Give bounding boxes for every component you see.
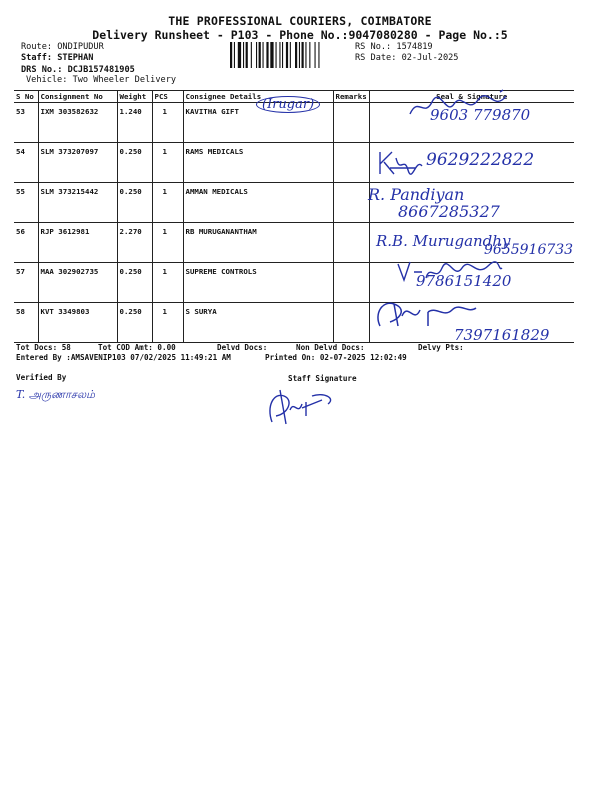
non-delivered-docs: Non Delvd Docs: <box>296 343 365 352</box>
verified-by-label: Verified By <box>16 373 67 382</box>
cell-pcs: 1 <box>152 103 183 143</box>
rs-number: RS No.: 1574819 <box>355 42 433 52</box>
cell-sno: 56 <box>14 223 38 263</box>
cell-consignee: RB MURUGANANTHAM <box>183 223 333 263</box>
entered-by: Entered By :AMSAVENIP103 07/02/2025 11:49:21 AM <box>16 353 231 362</box>
staff-label: Staff: STEPHAN <box>21 53 94 63</box>
delivery-points: Delvy Pts: <box>418 343 464 352</box>
handwritten-phone-row55: 8667285327 <box>398 202 500 221</box>
handwritten-phone-row56: 9655916733 <box>484 242 574 258</box>
vehicle-label: Vehicle: Two Wheeler Delivery <box>26 75 177 85</box>
cell-consignment: SLM 373207097 <box>38 143 117 183</box>
handwritten-phone-row57: 9786151420 <box>416 272 512 290</box>
handwritten-phone-row54: 9629222822 <box>426 150 535 170</box>
printed-on: Printed On: 02-07-2025 12:02:49 <box>265 353 407 362</box>
header-signature: Seal & Signature <box>369 91 574 103</box>
cell-consignment: MAA 302902735 <box>38 263 117 303</box>
header-consignee: Consignee Details <box>183 91 333 103</box>
header-sno: S No <box>14 91 38 103</box>
header-weight: Weight <box>117 91 152 103</box>
runsheet-subtitle: Delivery Runsheet - P103 - Phone No.:9047080280 - Page No.:5 <box>92 28 508 42</box>
cell-consignment: IXM 303582632 <box>38 103 117 143</box>
cell-sno: 55 <box>14 183 38 223</box>
cell-weight: 1.240 <box>117 103 152 143</box>
handwritten-name-row55: R. Pandiyan <box>368 185 465 204</box>
cell-remarks <box>333 103 369 143</box>
staff-signature-mark <box>262 386 342 426</box>
cell-pcs: 1 <box>152 303 183 343</box>
cell-weight: 0.250 <box>117 183 152 223</box>
cell-consignee: KAVITHA GIFT <box>183 103 333 143</box>
header-pcs: PCS <box>152 91 183 103</box>
cell-weight: 0.250 <box>117 143 152 183</box>
cell-pcs: 1 <box>152 263 183 303</box>
cell-remarks <box>333 143 369 183</box>
cell-weight: 0.250 <box>117 263 152 303</box>
cell-pcs: 1 <box>152 143 183 183</box>
header-consignment: Consignment No <box>38 91 117 103</box>
cell-sno: 57 <box>14 263 38 303</box>
cell-weight: 2.270 <box>117 223 152 263</box>
drs-number: DRS No.: DCJB157481905 <box>21 65 135 75</box>
total-cod-amount: Tot COD Amt: 0.00 <box>98 343 176 352</box>
rs-date: RS Date: 02-Jul-2025 <box>355 53 459 63</box>
handwritten-name-row56: R.B. Murugandhy <box>376 232 511 250</box>
staff-signature-label: Staff Signature <box>288 374 357 383</box>
verifier-signature: T. அருணாசலம் <box>16 388 95 401</box>
handwritten-note: (Irugar) <box>256 96 320 113</box>
cell-sno: 54 <box>14 143 38 183</box>
cell-remarks <box>333 303 369 343</box>
cell-pcs: 1 <box>152 223 183 263</box>
barcode-image <box>230 42 350 68</box>
cell-remarks <box>333 223 369 263</box>
cell-remarks <box>333 183 369 223</box>
cell-sno: 53 <box>14 103 38 143</box>
cell-consignment: RJP 3612981 <box>38 223 117 263</box>
delivered-docs: Delvd Docs: <box>217 343 268 352</box>
cell-consignment: SLM 373215442 <box>38 183 117 223</box>
cell-consignee: S SURYA <box>183 303 333 343</box>
handwritten-phone-row53: 9603 779870 <box>430 106 531 124</box>
cell-pcs: 1 <box>152 183 183 223</box>
cell-sno: 58 <box>14 303 38 343</box>
cell-remarks <box>333 263 369 303</box>
cell-consignment: KVT 3349803 <box>38 303 117 343</box>
company-title: THE PROFESSIONAL COURIERS, COIMBATORE <box>168 14 432 28</box>
cell-weight: 0.250 <box>117 303 152 343</box>
handwritten-signature-row54 <box>376 148 426 178</box>
route-label: Route: ONDIPUDUR <box>21 42 104 52</box>
total-docs: Tot Docs: 58 <box>16 343 71 352</box>
cell-consignee: SUPREME CONTROLS <box>183 263 333 303</box>
handwritten-phone-row58: 7397161829 <box>454 326 550 344</box>
cell-consignee: AMMAN MEDICALS <box>183 183 333 223</box>
cell-consignee: RAMS MEDICALS <box>183 143 333 183</box>
header-remarks: Remarks <box>333 91 369 103</box>
